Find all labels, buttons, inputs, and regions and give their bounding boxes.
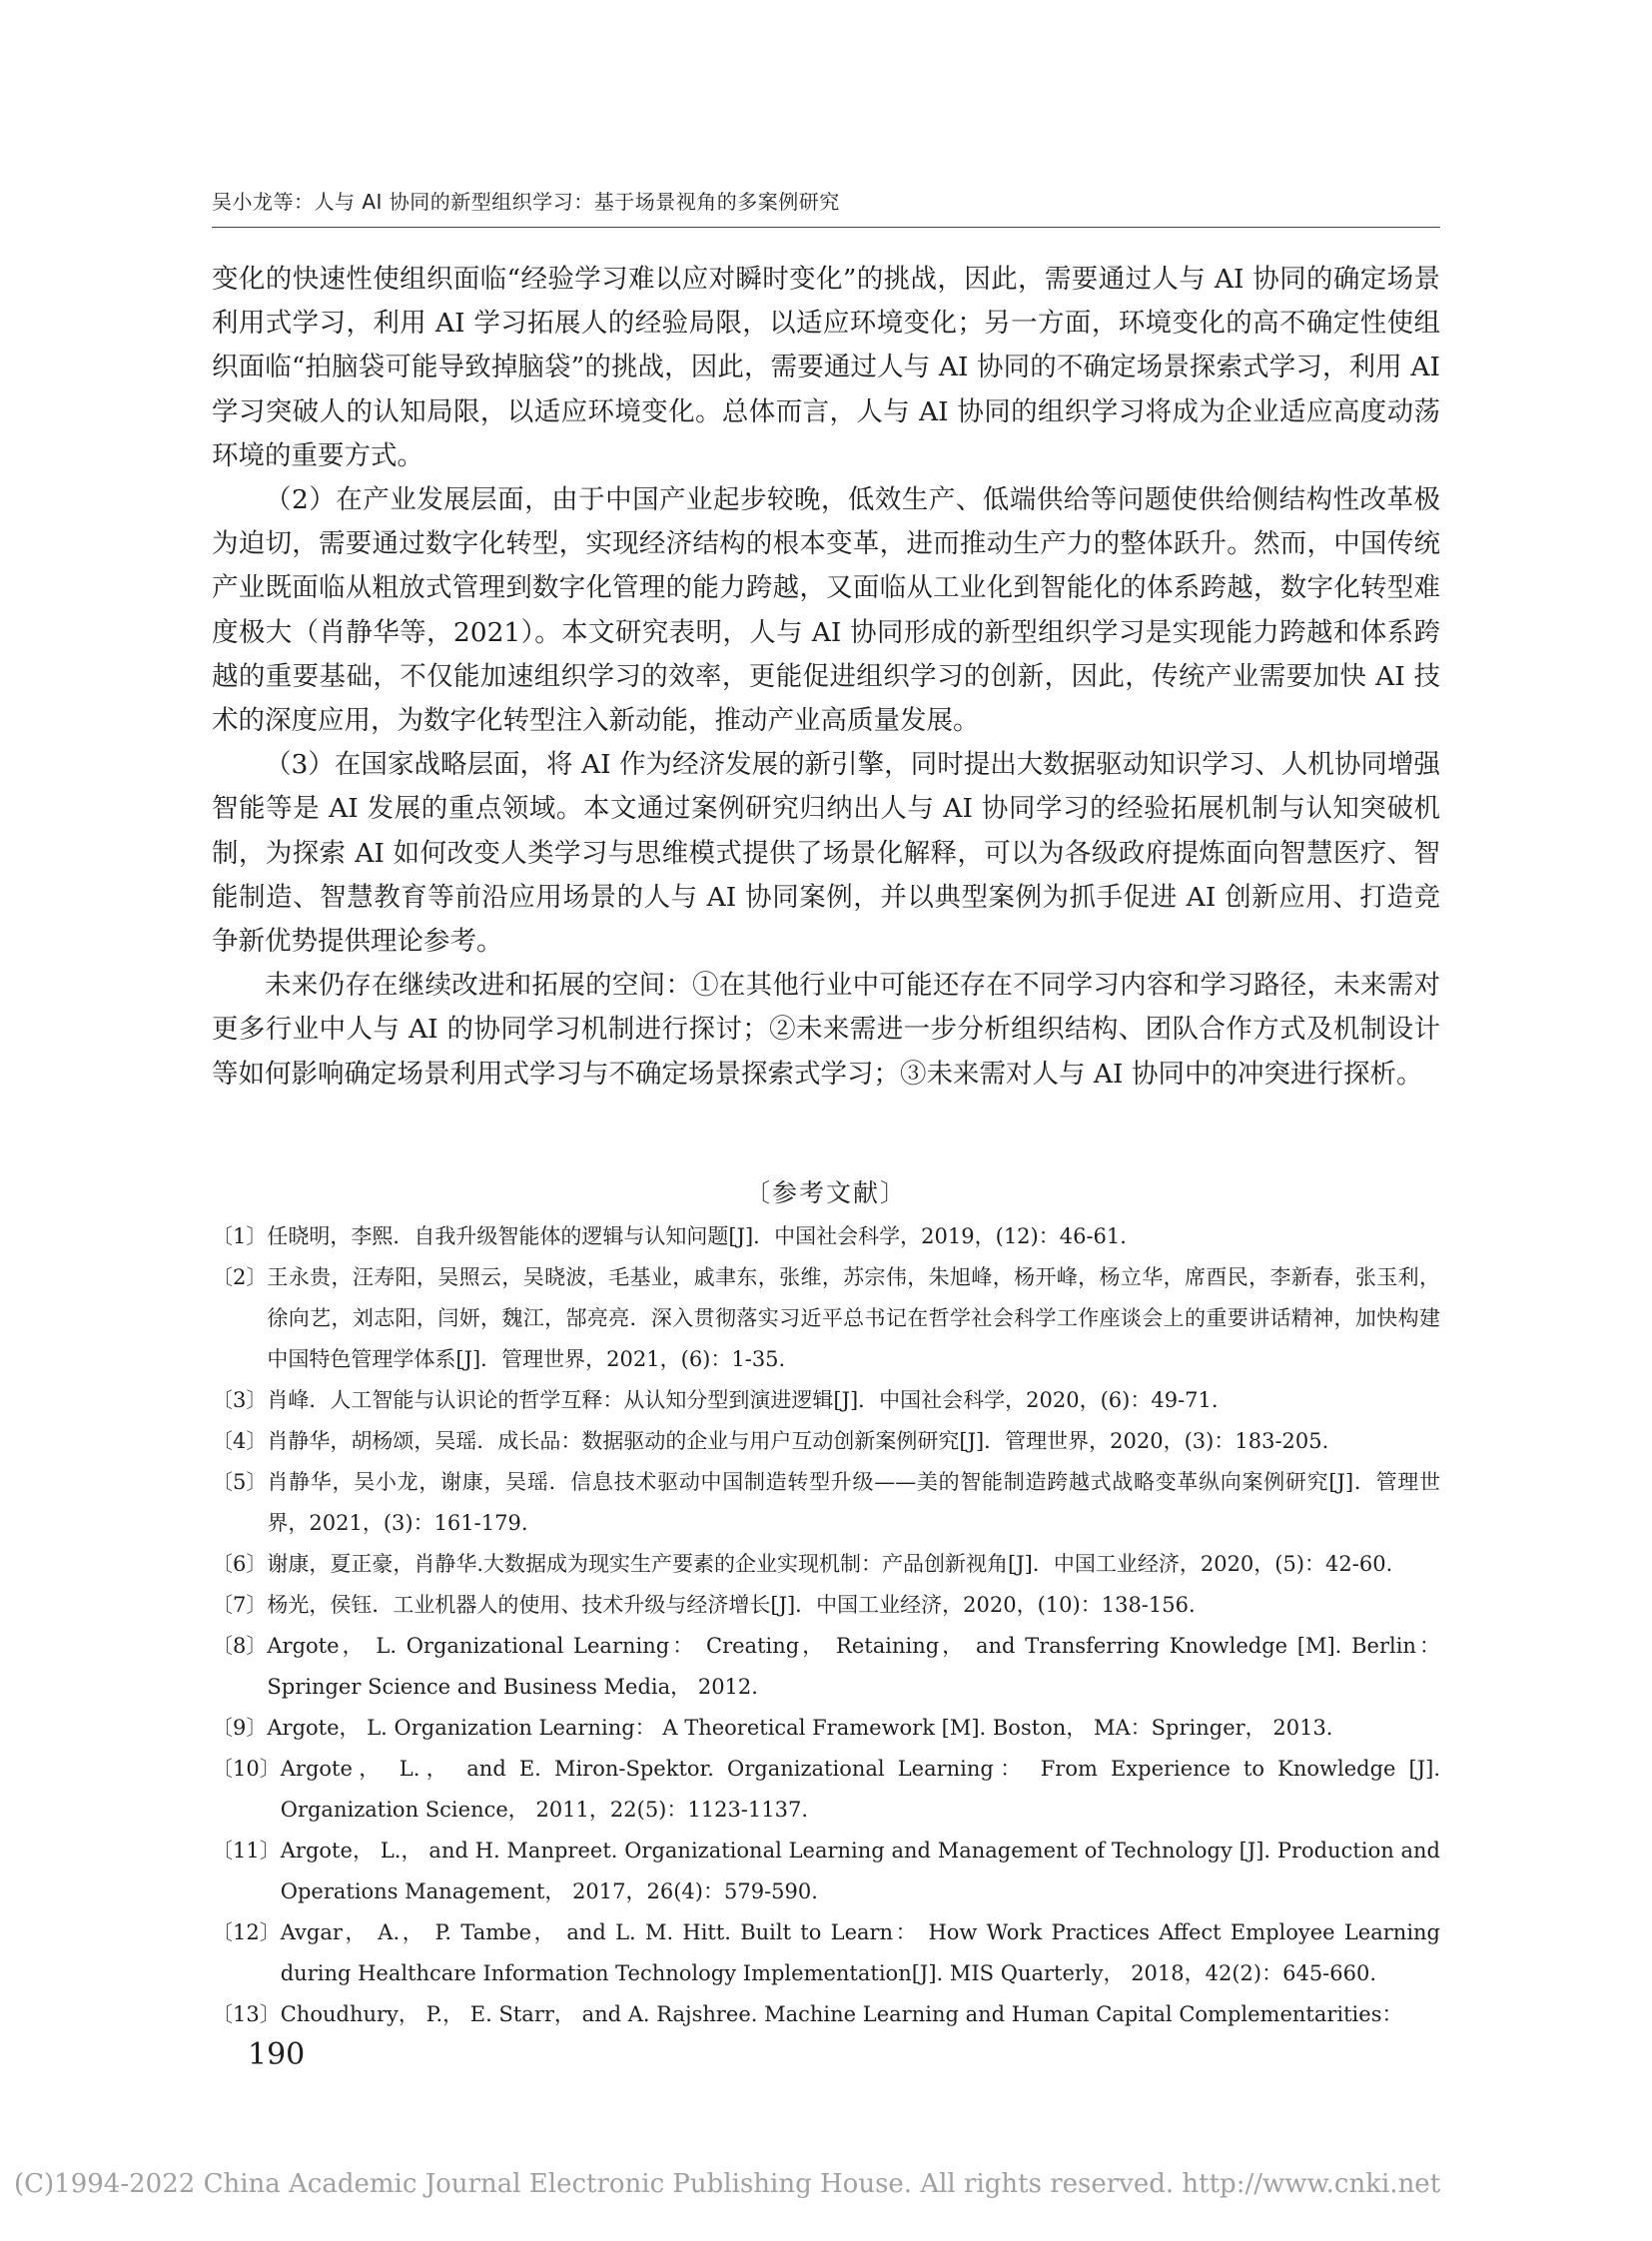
reference-text: 谢康，夏正豪，肖静华.大数据成为现实生产要素的企业实现机制：产品创新视角[J]．中国工业经济，2020，(5)：42-60. [267,1552,1393,1576]
reference-text: 肖静华，胡杨颂，吴瑶．成长品：数据驱动的企业与用户互动创新案例研究[J]．管理世界，2020，(3)：183-205. [267,1429,1329,1453]
reference-item [212,1257,1440,1380]
reference-text: 肖峰．人工智能与认识论的哲学互释：从认知分型到演进逻辑[J]．中国社会科学，2020，(6)：49-71. [267,1388,1219,1412]
running-header: 吴小龙等：人与 AI 协同的新型组织学习：基于场景视角的多案例研究 [212,190,840,214]
copyright-notice: (C)1994-2022 China Academic Journal Electronic Publishing House. All rights reserved. http://www.cnki.net [14,2169,1441,2199]
body-paragraph: 未来仍存在继续改进和拓展的空间：①在其他行业中可能还存在不同学习内容和学习路径，未来需对更多行业中人与 AI 的协同学习机制进行探讨；②未来需进一步分析组织结构、团队合作方式及机制设计等如何影响确定场景利用式学习与不确定场景探索式学习；③未来需对人与 AI 协同中的冲突进行探析。 [212,970,1440,1090]
body-paragraph: （2）在产业发展层面，由于中国产业起步较晚，低效生产、低端供给等问题使供给侧结构性改革极为迫切，需要通过数字化转型，实现经济结构的根本变革，进而推动生产力的整体跃升。然而，中国传统产业既面临从粗放式管理到数字化管理的能力跨越，又面临从工业化到智能化的体系跨越，数字化转型难度极大（肖静华等，2021）。本文研究表明，人与 AI 协同形成的新型组织学习是实现能力跨越和体系跨越的重要基础，不仅能加速组织学习的效率，更能促进组织学习的创新，因此，传统产业需要加快 AI 技术的深度应用，为数字化转型注入新动能，推动产业高质量发展。 [212,484,1440,737]
reference-item [212,1421,1440,1462]
body-text [212,258,1440,1097]
reference-number: 〔1〕 [212,1224,268,1248]
reference-number: 〔7〕 [212,1593,268,1617]
reference-item [212,1380,1440,1421]
reference-list [212,1216,1440,2035]
reference-number: 〔13〕 [212,2002,281,2026]
reference-number: 〔6〕 [212,1552,268,1576]
references-heading: 〔参考文献〕 [744,1178,907,1207]
reference-item [212,1544,1440,1585]
header-divider [212,227,1440,228]
body-paragraph: 变化的快速性使组织面临“经验学习难以应对瞬时变化”的挑战，因此，需要通过人与 AI 协同的确定场景利用式学习，利用 AI 学习拓展人的经验局限，以适应环境变化；另一方面，环境变化的高不确定性使组织面临“拍脑袋可能导致掉脑袋”的挑战，因此，需要通过人与 AI 协同的不确定场景探索式学习，利用 AI 学习突破人的认知局限，以适应环境变化。总体而言，人与 AI 协同的组织学习将成为企业适应高度动荡环境的重要方式。 [212,264,1440,471]
page-number: 190 [248,2037,306,2072]
reference-item [212,1994,1440,2035]
reference-text: Choudhury， P.， E. Starr， and A. Rajshree. Machine Learning and Human Capital Complementarities： [280,2002,1403,2026]
reference-number: 〔9〕 [212,1716,268,1740]
reference-item [212,1462,1440,1544]
reference-text: 任晓明，李熙．自我升级智能体的逻辑与认知问题[J]．中国社会科学，2019，(12)：46-61. [267,1224,1127,1248]
reference-item [212,1626,1440,1708]
reference-item [212,1749,1440,1831]
reference-number: 〔4〕 [212,1429,268,1453]
reference-number: 〔11〕 [212,1839,281,1863]
reference-number: 〔3〕 [212,1388,268,1412]
reference-number: 〔2〕 [212,1265,268,1289]
reference-text: 肖静华，吴小龙，谢康，吴瑶．信息技术驱动中国制造转型升级——美的智能制造跨越式战略变革纵向案例研究[J]．管理世界，2021，(3)：161-179. [267,1470,1440,1535]
reference-item [212,1912,1440,1994]
reference-text: Argote， L.， and E. Miron-Spektor. Organizational Learning： From Experience to Knowledge [J]. Organization Science， 2011，22(5)：1123-1137. [280,1757,1440,1822]
reference-item [212,1216,1440,1257]
body-paragraph: （3）在国家战略层面，将 AI 作为经济发展的新引擎，同时提出大数据驱动知识学习、人机协同增强智能等是 AI 发展的重点领域。本文通过案例研究归纳出人与 AI 协同学习的经验拓展机制与认知突破机制，为探索 AI 如何改变人类学习与思维模式提供了场景化解释，可以为各级政府提炼面向智慧医疗、智能制造、智慧教育等前沿应用场景的人与 AI 协同案例，并以典型案例为抓手促进 AI 创新应用、打造竞争新优势提供理论参考。 [212,749,1440,958]
reference-number: 〔5〕 [212,1470,268,1494]
reference-text: 杨光，侯钰．工业机器人的使用、技术升级与经济增长[J]．中国工业经济，2020，(10)：138-156. [267,1593,1196,1617]
reference-text: 王永贵，汪寿阳，吴照云，吴晓波，毛基业，戚聿东，张维，苏宗伟，朱旭峰，杨开峰，杨立华，席酉民，李新春，张玉利，徐向艺，刘志阳，闫妍，魏江，郜亮亮．深入贯彻落实习近平总书记在哲学社会科学工作座谈会上的重要讲话精神，加快构建中国特色管理学体系[J]．管理世界，2021，(6)：1-35. [267,1265,1440,1371]
reference-item [212,1831,1440,1912]
reference-number: 〔12〕 [212,1920,281,1944]
reference-text: Avgar， A.， P. Tambe， and L. M. Hitt. Built to Learn： How Work Practices Affect Employee Learning during Healthcare Information Technology Implementation[J]. MIS Quarterly， 2018，42(2)：645-660. [280,1920,1440,1985]
reference-item [212,1585,1440,1626]
reference-item [212,1708,1440,1749]
reference-text: Argote， L. Organization Learning： A Theoretical Framework [M]. Boston， MA：Springer， 2013. [267,1716,1333,1740]
reference-number: 〔8〕 [212,1634,268,1658]
reference-text: Argote， L.， and H. Manpreet. Organizational Learning and Management of Technology [J]. Production and Operations Management， 2017，26(4)：579-590. [280,1839,1440,1903]
reference-text: Argote， L. Organizational Learning： Creating， Retaining， and Transferring Knowledge [M]. Berlin：Springer Science and Business Media， 2012. [267,1634,1440,1699]
reference-number: 〔10〕 [212,1757,281,1781]
